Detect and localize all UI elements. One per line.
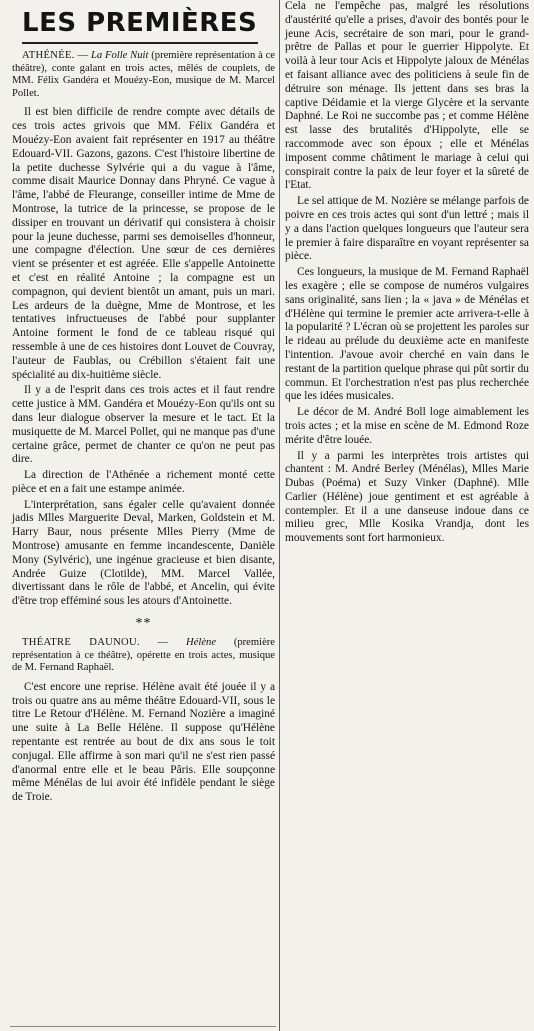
daunou-theatre-name: THÉATRE DAUNOU. (22, 637, 140, 649)
daunou-play-title: Hélène (186, 637, 217, 649)
daunou-intro: THÉATRE DAUNOU. — Hélène (première représentation à ce théâtre), opérette en trois actes, musique de M. Fernand Raphaël. (12, 637, 275, 674)
column-divider (279, 0, 280, 1031)
athenee-paragraph: Il est bien difficile de rendre compte avec détails de ces trois actes grivois que MM. Félix Gandéra et Mouézy-Eon avaient fait représenter en 1917 au théâtre Edouard-VII. Gazons, gazons. C'est l'histoire libertine de la petite duchesse Sylvérie qui a du vague à l'âme, comme disait Maurice Donnay dans Phryné. Ce vague à l'âme, l'abbé de Fleurange, conseiller intime de Mme de Montrose, la tutrice de la princesse, se propose de le dissiper en trouvant un dérivatif qui consistera à choisir pour la jeune duchesse, parmi ses demoiselles d'honneur, une compagne d'élection. Une sœur de ces dernières vient se présenter et est agréée. Elle s'appelle Antoinette et c'est en réalité Antoine ; la compagne est un compagnon, qui devient bientôt un amant, puis un mari. Les ardeurs de la duègne, Mme de Montrose, et les tentatives infructueuses de l'abbé pour supplanter Antoine forment le fond de ce tableau risqué qui ressemble à une de ces histoires dont Louvet de Couvray, l'auteur de Faublas, ou Crébillon s'étaient fait une spécialité au dix-huitième siècle. (12, 106, 275, 381)
daunou-paragraph: Le décor de M. André Boll loge aimablement les trois actes ; et la mise en scène de M. Edmond Roze mérite d'être louée. (285, 406, 529, 446)
athenee-theatre-name: ATHÉNÉE. (22, 50, 75, 61)
athenee-intro-text: (première représentation à ce théâtre), conte galant en trois actes, mêlés de couplets, de MM. Félix Gandéra et Mouézy-Eon, musique de M. Marcel Pollet. (12, 50, 276, 99)
athenee-paragraph: La direction de l'Athénée a richement monté cette pièce et en a fait une estampe animée. (12, 469, 275, 495)
daunou-paragraph: Ces longueurs, la musique de M. Fernand Raphaël les exagère ; elle se compose de numéros vulgaires sans originalité, sans lien ; la « java » de Ménélas et d'Hélène qui termine le premier acte arrivera-t-elle à la popularité ? L'écran où se projettent les paroles sur le rideau au prélude du deuxième acte en manifeste l'intention. J'avoue avoir cherché en vain dans le restant de la partition quelque phrase qui pût sortir du commun. Et l'orchestration n'est pas plus recherchée que les idées musicales. (285, 266, 529, 403)
daunou-paragraph: Le sel attique de M. Nozière se mélange parfois de poivre en ces trois actes qui sont d'un lettré ; mais il y a dans l'action quelques longueurs que l'auteur sera le premier à faire disparaître en voyant représenter sa pièce. (285, 195, 529, 263)
bottom-rule (10, 1026, 276, 1027)
athenee-play-title: La Folle Nuit (90, 50, 149, 61)
athenee-paragraph: Il y a de l'esprit dans ces trois actes et il faut rendre cette justice à MM. Gandéra et Mouézy-Eon qu'ils ont su dans leur dialogue observer la mesure et le tact. Et la musiquette de M. Marcel Pollet, qui ne manque pas d'une certaine grâce, permet de chanter ce qu'on ne peut pas dire. (12, 384, 275, 466)
section-separator: ** (135, 616, 152, 632)
section-heading: LES PREMIÈRES (22, 6, 258, 44)
daunou-paragraph: Cela ne l'empêche pas, malgré les résolutions d'austérité qu'elle a prises, d'avoir des bontés pour le jeune Acis, secrétaire de son mari, pour le grand-prêtre de Pallas et pour le guerrier Hippolyte. Et voilà à leur tour Acis et Hippolyte jaloux de Ménélas et faisant alliance avec des politiciens à seule fin de détruire son ménage. Ils jettent dans ses bras la captive Déidamie et la vierge Glycère et la servante Daphné. Le Roi ne succombe pas ; et comme Hélène est lasse des brutalités d'Hippolyte, elle se raccommode avec son époux ; elle et Ménélas imposent comme châtiment le mariage à celui qui conspirait contre la paix de leur foyer et la sûreté de l'Etat. (285, 0, 529, 192)
left-column (12, 0, 275, 807)
daunou-intro-text: (première représentation à ce théâtre), opérette en trois actes, musique de M. Fernand Raphaël. (12, 637, 275, 674)
athenee-paragraph: L'interprétation, sans égaler celle qu'avaient donnée jadis Mlles Marguerite Deval, Marken, Goldstein et M. Harry Baur, nous présente Mlles Pierry (Mme de Montrose) amusante en femme incandescente, Danièle Mony (Sylvéric), une ingénue gracieuse et bien disante, Andrée Guize (Clotilde), MM. Marcel Vallée, divertissant dans le rôle de l'abbé, et Ancelin, qui évite d'être trop efféminé sous les atours d'Antoinette. (12, 498, 275, 608)
athenee-intro: ATHÉNÉE. — La Folle Nuit (première représentation à ce théâtre), conte galant en trois actes, mêlés de couplets, de MM. Félix Gandéra et Mouézy-Eon, musique de M. Marcel Pollet. (12, 50, 276, 99)
daunou-paragraph: C'est encore une reprise. Hélène avait été jouée il y a trois ou quatre ans au même théâtre Edouard-VII, sous le titre Le Retour d'Hélène. M. Fernand Nozière a imaginé une suite à La Belle Hélène. Il suppose qu'Hélène repentante est rentrée au bout de dix ans sous le toit conjugal. Elle affirme à son mari qu'il ne s'est rien passé d'anormal entre elle et le beau Pâris. Elle soupçonne même Ménélas de lui avoir été infidèle pendant le siège de Troie. (12, 680, 275, 804)
right-column (285, 0, 529, 548)
daunou-paragraph: Il y a parmi les interprètes trois artistes qui chantent : M. André Berley (Ménélas), Mlles Marie Dubas (Poéma) et Suzy Vinker (Daphné). Mlle Carlier (Hélène) joue gentiment et est agréable à contempler. Et il a une danseuse indoue dans ce milieu grec, Mlle Kosika Vrandja, dont les mouvements sont fort harmonieux. (285, 449, 529, 545)
